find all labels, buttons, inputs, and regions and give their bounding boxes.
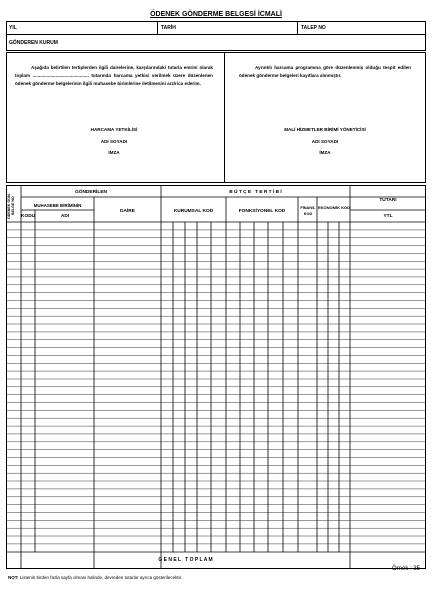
right-note-paragraph: Ayrıntılı harcama programına göre düzenlenmiş olduğu tespit edilen ödenek gönderme belgeleri kayıtlara alınmıştır. xyxy=(239,65,411,78)
approval-divider xyxy=(224,53,225,182)
tutari-header: TUTARI xyxy=(379,198,397,203)
right-signer-sign: İMZA xyxy=(319,150,331,155)
header-col-divider xyxy=(157,22,158,34)
daire-header: DAİRE xyxy=(120,209,135,214)
left-note-paragraph: Aşağıda belirtilen tertiplerden ilgili dairelerine, karşılarındaki tutarla emrini olarak toplam ............................................ tutarında harcama yetkisi verilmek üzere düzenlenen ödenek gönderme belgelerinin ilgili muhasebe birimlerine iletilmesini arz/rica ederim. xyxy=(15,65,213,86)
adi-header: ADI xyxy=(60,214,70,219)
tarih-label: TARİH xyxy=(161,25,176,31)
left-signer-role: HARCAMA YETKİLİSİ xyxy=(90,127,138,132)
header-info-box xyxy=(6,21,426,51)
gonderen-kurum-label: GÖNDEREN KURUM xyxy=(9,40,58,46)
gonderilen-header: GÖNDERİLEN xyxy=(75,190,107,195)
belge-no-header: ÖDENEK GÖN. BELGE NO xyxy=(7,193,15,219)
header-col-divider xyxy=(297,22,298,34)
yil-label: YIL xyxy=(9,25,17,31)
table-grid-lines xyxy=(7,186,425,568)
talep-no-label: TALEP NO xyxy=(301,25,326,31)
header-row-divider xyxy=(7,34,425,35)
budget-table xyxy=(6,185,426,569)
ekonomik-kod-header: EKONOMİK KOD xyxy=(318,205,350,210)
left-signer-name: ADI SOYADI xyxy=(100,139,128,144)
fonksiyonel-kod-header: FONKSİYONEL KOD xyxy=(238,209,286,214)
finans-kod-header: FİNANS. KOD xyxy=(300,206,316,216)
approval-box xyxy=(6,52,426,183)
kodu-header: KODU xyxy=(21,214,36,219)
right-signer-name: ADI SOYADI xyxy=(311,139,339,144)
sample-number: Örnek : 35 xyxy=(392,566,421,572)
butce-tertibi-header: B Ü T Ç E T E R T İ B İ xyxy=(229,190,282,195)
footer-note-label: NOT: xyxy=(8,575,19,580)
muhasebe-birimi-header: MUHASEBE BİRİMİNİN xyxy=(33,203,82,208)
footer-note xyxy=(8,575,182,580)
ytl-header: YTL xyxy=(383,214,393,219)
left-signer-sign: İMZA xyxy=(108,150,120,155)
kurumsal-kod-header: KURUMSAL KOD xyxy=(173,209,214,214)
genel-toplam-label: G E N E L T O P L A M xyxy=(158,557,213,563)
document-title: ÖDENEK GÖNDERME BELGESİ İCMALİ xyxy=(150,11,282,18)
right-signer-role: MALİ HİZMETLER BİRİMİ YÖNETİCİSİ xyxy=(284,127,366,132)
footer-note-text: Listenin birden fazla sayfa olması halinde, devreden tutarlar ayrıca gösterilecektir. xyxy=(18,575,183,580)
